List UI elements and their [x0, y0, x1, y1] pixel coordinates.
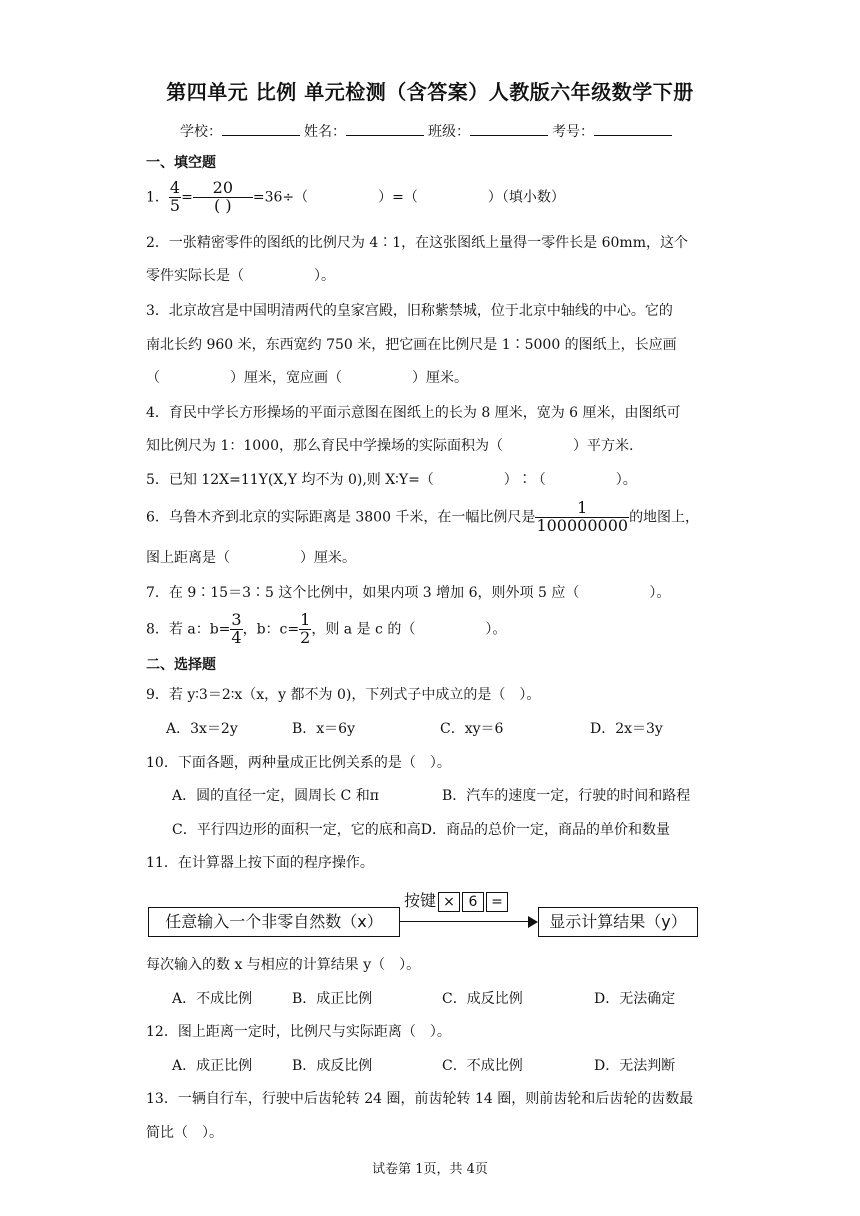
q11-option-c[interactable]: C．成反比例	[442, 991, 523, 1007]
question-11-question: 每次输入的数 x 与相应的计算结果 y（ ）。	[146, 957, 421, 973]
section-fill-blank-title: 一、填空题	[146, 155, 216, 171]
question-3-line-3: （ ）厘米，宽应画（ ）厘米。	[146, 370, 468, 386]
q10-option-b[interactable]: B．汽车的速度一定，行驶的时间和路程	[442, 788, 691, 804]
question-8: 8．若 a：b= $\frac{3}{4}$ ，b：c= $\frac{1}{2}$ ，则 a 是 c 的（ ）。	[146, 610, 507, 647]
q1-number: 1．	[146, 189, 169, 206]
class-label: 班级：	[428, 124, 470, 140]
q9-option-c[interactable]: C．xy＝6	[440, 721, 504, 737]
q6-scale-fraction: $\frac{1}{100000000}$	[536, 498, 629, 535]
question-7: 7．在 9∶15＝3∶5 这个比例中，如果内项 3 增加 6，则外项 5 应（ ）。	[146, 585, 671, 601]
keys-label: 按键	[404, 891, 437, 910]
class-blank	[470, 121, 548, 136]
result-box: 显示计算结果（y）	[538, 907, 698, 937]
name-blank	[346, 121, 424, 136]
q12-option-b[interactable]: B．成反比例	[292, 1058, 373, 1074]
question-10-options-row-2	[172, 819, 670, 839]
q10-option-a[interactable]: A．圆的直径一定，圆周长 C 和π	[172, 788, 379, 804]
question-12-stem: 12．图上距离一定时，比例尺与实际距离（ ）。	[146, 1024, 451, 1040]
calculator-program-diagram	[148, 888, 704, 944]
exam-no-label: 考号：	[552, 124, 594, 140]
question-11-options	[172, 988, 675, 1008]
exam-no-blank	[594, 121, 672, 136]
question-9-stem: 9．若 y∶3＝2∶x（x，y 都不为 0)，下列式子中成立的是（ ）。	[146, 687, 541, 703]
page-footer: 试卷第 1页，共 4页	[372, 1162, 488, 1177]
q12-option-c[interactable]: C．不成比例	[442, 1058, 523, 1074]
question-10-options-row-1	[172, 785, 690, 805]
question-5: 5．已知 12X=11Y(X,Y 均不为 0),则 X∶Y=（ ）∶（ ）。	[146, 472, 637, 488]
q9-option-d[interactable]: D．2x＝3y	[590, 721, 663, 737]
section-choice-title: 二、选择题	[146, 657, 216, 673]
school-label: 学校：	[180, 124, 222, 140]
q1-fraction-20-blank: $\frac{20}{( )}$	[193, 180, 253, 215]
name-label: 姓名：	[304, 124, 346, 140]
question-4-line-1: 4．育民中学长方形操场的平面示意图在图纸上的长为 8 厘米，宽为 6 厘米，由图纸可	[146, 405, 681, 421]
q10-option-d[interactable]: D．商品的总价一定，商品的单价和数量	[420, 822, 670, 838]
question-2-line-2: 零件实际长是（ ）。	[146, 268, 335, 284]
six-key: 6	[462, 892, 484, 912]
q1-fraction-4-5: $\frac{4}{5}$	[169, 178, 181, 215]
question-9-options	[166, 718, 663, 738]
q8-fraction-1-2: $\frac{1}{2}$	[300, 610, 311, 647]
question-4-line-2: 知比例尺为 1：1000，那么育民中学操场的实际面积为（ ）平方米.	[146, 438, 634, 454]
q11-option-a[interactable]: A．不成比例	[172, 991, 253, 1007]
q12-option-d[interactable]: D．无法判断	[594, 1058, 676, 1074]
q8-fraction-3-4: $\frac{3}{4}$	[231, 610, 242, 647]
question-6-line-2: 图上距离是（ ）厘米。	[146, 550, 356, 566]
question-6-line-1: 6．乌鲁木齐到北京的实际距离是 3800 千米，在一幅比例尺是 $\frac{1}{100000000}$ 的地图上，	[146, 498, 700, 535]
key-sequence	[404, 888, 508, 912]
school-blank	[222, 121, 300, 136]
question-3-line-2: 南北长约 960 米，东西宽约 750 米，把它画在比例尺是 1∶5000 的图纸上，长应画	[146, 337, 677, 353]
q12-option-a[interactable]: A．成正比例	[172, 1058, 253, 1074]
multiply-key: ×	[438, 892, 460, 912]
question-11-stem: 11．在计算器上按下面的程序操作。	[146, 855, 374, 871]
q11-option-b[interactable]: B．成正比例	[292, 991, 373, 1007]
q1-rest: =36÷（ ）=（ ）（填小数）	[252, 189, 565, 206]
question-3-line-1: 3．北京故宫是中国明清两代的皇家宫殿，旧称紫禁城，位于北京中轴线的中心。它的	[146, 303, 673, 319]
arrow-line	[400, 921, 532, 922]
question-13-line-2: 简比（ ）。	[146, 1125, 223, 1141]
q9-option-b[interactable]: B．x＝6y	[292, 721, 355, 737]
equals-key: =	[486, 892, 508, 912]
question-1: 1． $\frac{4}{5}$ = $\frac{20}{( )}$ =36÷（ ）=（ ）（填小数）	[146, 178, 565, 215]
page-title: 第四单元 比例 单元检测（含答案）人教版六年级数学下册	[166, 80, 694, 104]
q10-option-c[interactable]: C．平行四边形的面积一定，它的底和高	[172, 822, 421, 838]
question-10-stem: 10．下面各题，两种量成正比例关系的是（ ）。	[146, 755, 451, 771]
question-12-options	[172, 1055, 675, 1075]
question-13-line-1: 13．一辆自行车，行驶中后齿轮转 24 圈，前齿轮转 14 圈，则前齿轮和后齿轮的齿数最	[146, 1091, 694, 1107]
student-info-row	[180, 121, 676, 141]
q11-option-d[interactable]: D．无法确定	[594, 991, 676, 1007]
question-2-line-1: 2．一张精密零件的图纸的比例尺为 4∶1，在这张图纸上量得一零件长是 60mm，这个	[146, 235, 688, 251]
q9-option-a[interactable]: A．3x＝2y	[166, 721, 238, 737]
arrow-right-icon	[528, 916, 538, 928]
input-box: 任意输入一个非零自然数（x）	[148, 907, 400, 937]
